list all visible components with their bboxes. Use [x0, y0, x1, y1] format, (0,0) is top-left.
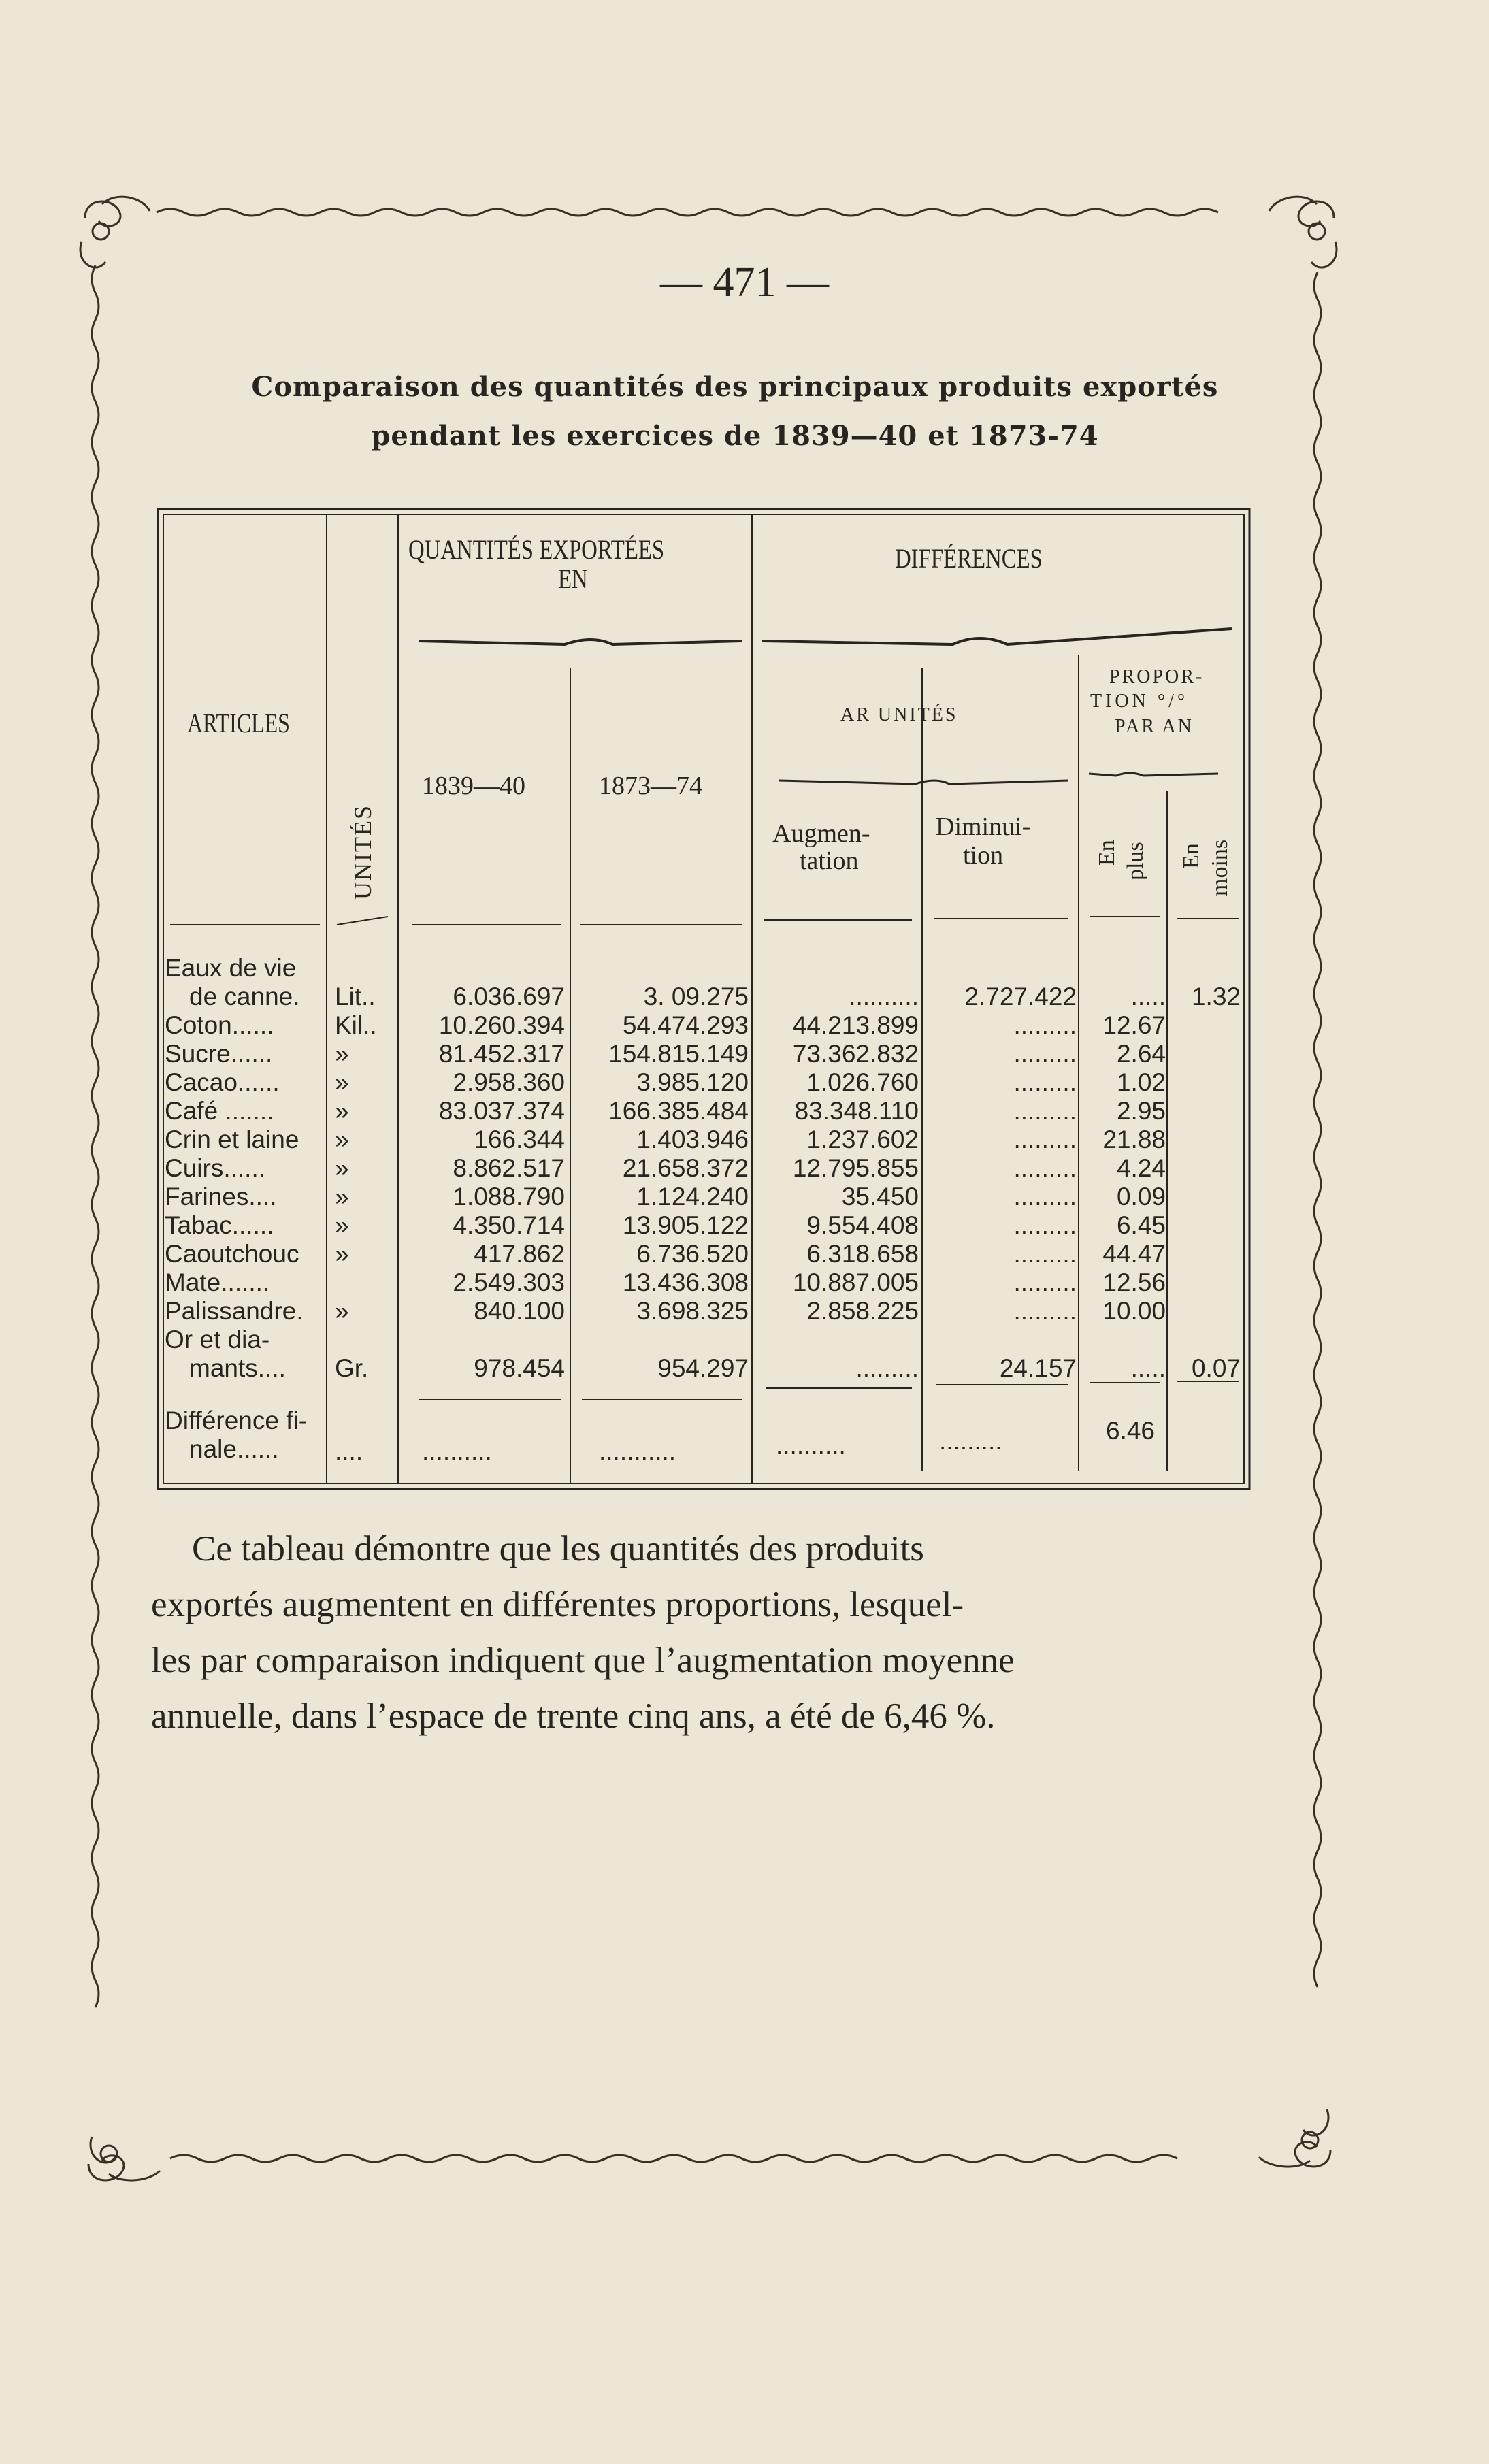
header-en-plus-2: plus [1123, 842, 1148, 881]
row-aug: 10.887.005 [792, 1268, 919, 1296]
header-quantites-en: EN [558, 563, 588, 594]
header-quantites-exportees: QUANTITÉS EXPORTÉES [408, 534, 665, 565]
row-q1839: 81.452.317 [438, 1040, 565, 1068]
row-q1839: 10.260.394 [438, 1011, 565, 1039]
row-unit: » [335, 1240, 349, 1268]
row-aug: 12.795.855 [792, 1154, 919, 1182]
row-aug: 6.318.658 [806, 1240, 919, 1268]
header-diminution-1: Diminui- [936, 812, 1031, 841]
row-aug: 9.554.408 [806, 1211, 919, 1239]
header-unites: UNITÉS [349, 804, 376, 900]
row-q1839: 417.862 [474, 1240, 565, 1268]
row-dim: ......... [1013, 1068, 1077, 1096]
row-plus: 2.64 [1116, 1040, 1166, 1068]
row-q1873: 6.736.520 [636, 1240, 749, 1268]
row-dim: ......... [1013, 1268, 1077, 1296]
header-en-moins-1: En [1179, 843, 1204, 869]
header-en-moins-2: moins [1207, 839, 1232, 896]
row-aug: .......... [849, 983, 919, 1011]
header-year-1839: 1839—40 [422, 772, 525, 800]
row-article: Tabac...... [165, 1211, 274, 1239]
row-q1839: 840.100 [474, 1297, 565, 1325]
row-unit: » [335, 1126, 349, 1153]
row-plus: 44.47 [1102, 1240, 1166, 1268]
row-q1873: 3.985.120 [636, 1068, 749, 1096]
export-comparison-table [157, 505, 1252, 1495]
row-aug: ......... [855, 1354, 919, 1382]
row-unit: Lit.. [335, 983, 376, 1011]
row-plus: 2.95 [1116, 1097, 1166, 1125]
final-row-label-2: nale...... [189, 1435, 279, 1463]
row-dim: 24.157 [999, 1354, 1077, 1382]
final-row-diminution: ......... [939, 1427, 1002, 1455]
row-dim: ......... [1013, 1097, 1077, 1125]
row-q1839: 4.350.714 [453, 1211, 565, 1239]
row-unit: » [335, 1097, 349, 1125]
row-q1873: 3. 09.275 [643, 983, 749, 1011]
row-plus: 6.45 [1116, 1211, 1166, 1239]
row-dim: ......... [1013, 1011, 1077, 1039]
row-article: Mate....... [165, 1268, 270, 1296]
row-q1839: 8.862.517 [453, 1154, 565, 1182]
paragraph-line: Ce tableau démontre que les quantités des produits [192, 1529, 924, 1568]
row-plus: ..... [1130, 983, 1166, 1011]
row-q1839: 2.958.360 [453, 1068, 565, 1096]
row-plus: 1.02 [1116, 1068, 1166, 1096]
row-q1873: 13.905.122 [622, 1211, 749, 1239]
final-row-value: 6.46 [1106, 1417, 1156, 1445]
final-row-1873: ........... [599, 1437, 676, 1465]
row-aug: 83.348.110 [794, 1097, 919, 1125]
row-plus: 10.00 [1102, 1297, 1166, 1325]
row-q1873: 13.436.308 [622, 1268, 749, 1296]
row-dim: 2.727.422 [964, 983, 1077, 1011]
row-plus: 21.88 [1102, 1126, 1166, 1153]
row-q1873: 54.474.293 [622, 1011, 749, 1039]
final-row-1839: .......... [422, 1437, 492, 1465]
row-q1873: 1.124.240 [636, 1183, 749, 1211]
row-plus: 0.09 [1116, 1183, 1166, 1211]
row-plus: 12.67 [1102, 1011, 1166, 1039]
row-article: Or et dia- [165, 1326, 270, 1353]
corner-flourish-bottom-right [1259, 2109, 1330, 2167]
row-q1839: 83.037.374 [438, 1097, 565, 1125]
row-q1873: 166.385.484 [608, 1097, 749, 1125]
row-dim: ......... [1013, 1154, 1077, 1182]
row-article: Café ....... [165, 1097, 274, 1125]
row-q1873: 954.297 [657, 1354, 749, 1382]
row-q1873: 1.403.946 [636, 1126, 749, 1153]
paragraph-line: exportés augmentent en différentes proportions, lesquel- [151, 1585, 964, 1624]
row-unit: » [335, 1154, 349, 1182]
paragraph-line: les par comparaison indiquent que l’augmentation moyenne [151, 1641, 1015, 1680]
row-aug: 2.858.225 [806, 1297, 919, 1325]
row-unit: » [335, 1297, 349, 1325]
row-moins: 0.07 [1191, 1354, 1241, 1382]
row-aug: 73.362.832 [792, 1040, 919, 1068]
row-article: Cacao...... [165, 1068, 280, 1096]
row-q1839: 166.344 [474, 1126, 565, 1153]
header-augmentation-1: Augmen- [772, 819, 870, 848]
row-article: Crin et laine [165, 1126, 299, 1153]
row-article: Coton...... [165, 1011, 274, 1039]
row-article: Cuirs...... [165, 1154, 266, 1182]
table-title-line-1: Comparaison des quantités des principaux produits exportés [251, 371, 1219, 403]
row-article-continued: de canne. [189, 983, 300, 1011]
row-aug: 44.213.899 [792, 1011, 919, 1039]
row-article: Sucre...... [165, 1040, 273, 1068]
header-proportion-2: TION °/° [1090, 691, 1189, 712]
row-article: Caoutchouc [165, 1240, 299, 1268]
row-aug: 1.026.760 [806, 1068, 919, 1096]
paragraph-line: annuelle, dans l’espace de trente cinq ans, a été de 6,46 %. [151, 1696, 996, 1736]
corner-flourish-bottom-left [88, 2137, 160, 2180]
corner-flourish-top-left [80, 197, 150, 267]
row-aug: 1.237.602 [806, 1126, 919, 1153]
frame-top-border [157, 209, 1218, 216]
page-number: — 471 — [660, 259, 829, 306]
header-par-unites: AR UNITÉS [840, 704, 958, 725]
row-q1839: 2.549.303 [453, 1268, 565, 1296]
row-unit: » [335, 1183, 349, 1211]
header-proportion-3: PAR AN [1115, 716, 1194, 737]
row-article-continued: mants.... [189, 1354, 286, 1382]
header-articles: ARTICLES [187, 708, 290, 738]
frame-bottom-border [170, 2155, 1177, 2162]
frame-right-border [1314, 272, 1321, 1987]
header-year-1873: 1873—74 [599, 772, 702, 800]
table-title-line-2: pendant les exercices de 1839—40 et 1873-74 [371, 420, 1099, 452]
conclusion-paragraph [151, 1521, 1267, 1744]
row-dim: ......... [1013, 1240, 1077, 1268]
header-diminution-2: tion [963, 841, 1004, 870]
row-dim: ......... [1013, 1211, 1077, 1239]
row-q1839: 6.036.697 [453, 983, 565, 1011]
row-dim: ......... [1013, 1297, 1077, 1325]
row-unit: Kil.. [335, 1011, 377, 1039]
row-unit: Gr. [335, 1354, 369, 1382]
row-q1873: 21.658.372 [622, 1154, 749, 1182]
row-q1873: 3.698.325 [636, 1297, 749, 1325]
header-differences: DIFFÉRENCES [895, 543, 1043, 574]
row-article: Palissandre. [165, 1297, 304, 1325]
row-plus: ..... [1130, 1354, 1166, 1382]
row-plus: 12.56 [1102, 1268, 1166, 1296]
row-unit: » [335, 1040, 349, 1068]
row-plus: 4.24 [1116, 1154, 1166, 1182]
final-row-augmentation: .......... [776, 1432, 846, 1460]
row-q1839: 978.454 [474, 1354, 565, 1382]
header-en-plus-1: En [1094, 840, 1119, 866]
row-unit: » [335, 1211, 349, 1239]
row-q1873: 154.815.149 [608, 1040, 749, 1068]
row-dim: ......... [1013, 1040, 1077, 1068]
row-aug: 35.450 [841, 1183, 919, 1211]
row-dim: ......... [1013, 1183, 1077, 1211]
final-row-unit: .... [335, 1437, 363, 1465]
header-augmentation-2: tation [800, 847, 859, 875]
row-q1839: 1.088.790 [453, 1183, 565, 1211]
row-unit: » [335, 1068, 349, 1096]
row-article: Eaux de vie [165, 954, 297, 982]
header-proportion-1: PROPOR- [1109, 666, 1205, 687]
row-moins: 1.32 [1191, 983, 1241, 1011]
final-row-label-1: Différence fi- [165, 1407, 308, 1434]
corner-flourish-top-right [1269, 197, 1337, 267]
row-dim: ......... [1013, 1126, 1077, 1153]
frame-left-border [92, 265, 99, 2007]
row-article: Farines.... [165, 1183, 277, 1211]
